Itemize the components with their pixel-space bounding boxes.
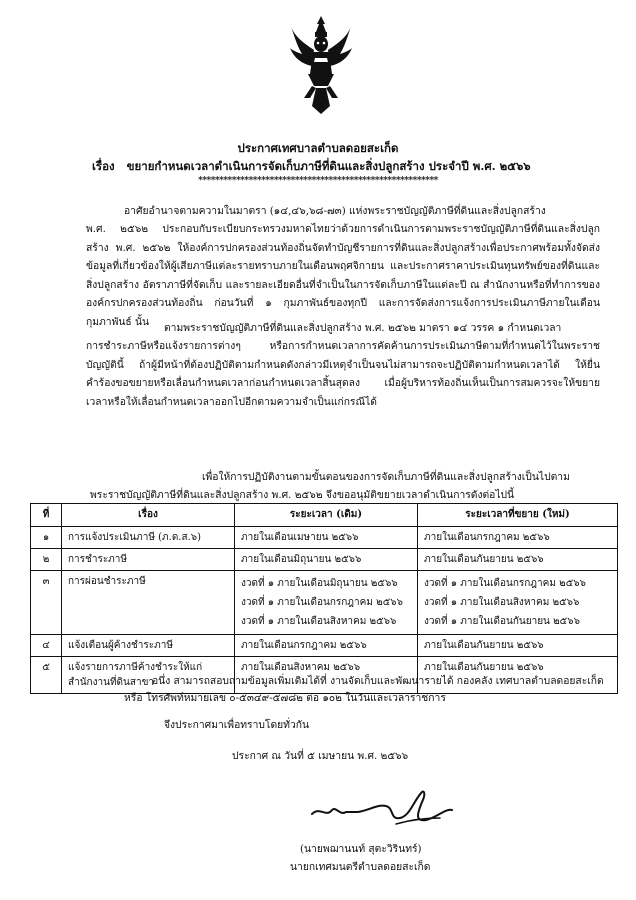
installment-new: งวดที่ ๑ ภายในเดือนสิงหาคม ๒๕๖๖ — [424, 597, 580, 608]
table-row — [31, 527, 618, 549]
header-item: เรื่อง — [62, 504, 235, 527]
garuda-emblem-icon — [288, 14, 354, 116]
announce-line: จึงประกาศมาเพื่อทราบโดยทั่วกัน — [164, 719, 310, 731]
schedule-table — [30, 503, 618, 694]
row-item: การผ่อนชำระภาษี — [62, 571, 235, 635]
row-no: ๒ — [31, 549, 62, 571]
row-old: ภายในเดือนเมษายน ๒๕๖๖ — [235, 527, 418, 549]
row-new: ภายในเดือนกรกฎาคม ๒๕๖๖ — [418, 527, 618, 549]
row-new: ภายในเดือนกันยายน ๒๕๖๖ — [418, 635, 618, 657]
row-item: การแจ้งประเมินภาษี (ภ.ด.ส.๖) — [62, 527, 235, 549]
header-old-period: ระยะเวลา (เดิม) — [235, 504, 418, 527]
signature-icon — [300, 780, 460, 830]
row-old: ภายในเดือนสิงหาคม ๒๕๖๖ — [235, 657, 418, 694]
table-row — [31, 571, 618, 635]
row-old: ภายในเดือนกรกฎาคม ๒๕๖๖ — [235, 635, 418, 657]
row-item: แจ้งเตือนผู้ค้างชำระภาษี — [62, 635, 235, 657]
row-no: ๔ — [31, 635, 62, 657]
signer-name: (นายพฌานนท์ สุตะวิรินทร์) — [300, 843, 422, 855]
contact-line-2: หรือ โทรศัพท์หมายเลข ๐-๕๓๔๙-๕๗๘๒ ต่อ ๑๐๒ ในวันและเวลาราชการ — [124, 692, 446, 704]
row-no: ๓ — [31, 571, 62, 635]
contact-line-1: อนึ่ง สามารถสอบถามข้อมูลเพิ่มเติมได้ที่ งานจัดเก็บและพัฒนารายได้ กองคลัง เทศบาลตำบลดอยสะเก็ด — [152, 675, 604, 687]
subject-line — [92, 158, 612, 176]
table-row — [31, 635, 618, 657]
separator-stars: ********************************************************* — [198, 176, 438, 186]
row-old — [235, 571, 418, 635]
row-item: แจ้งรายการภาษีค้างชำระให้แก่สำนักงานที่ดินสาขา — [62, 657, 235, 694]
paragraph-2-first-line: ตามพระราชบัญญัติภาษีที่ดินและสิ่งปลูกสร้าง พ.ศ. ๒๕๖๒ มาตรา ๑๔ วรรค ๑ กำหนดเวลา — [164, 322, 562, 334]
installment-old: งวดที่ ๑ ภายในเดือนสิงหาคม ๒๕๖๖ — [241, 616, 397, 627]
announce-date: ประกาศ ณ วันที่ ๕ เมษายน พ.ศ. ๒๕๖๖ — [232, 750, 409, 762]
row-new: ภายในเดือนกันยายน ๒๕๖๖ — [418, 657, 618, 694]
paragraph-2-body: การชำระภาษีหรือแจ้งรายการต่างๆ หรือการกำหนดเวลาการคัดค้านการประเมินภาษีตามที่กำหนดไว้ในพระราชบัญญัตินี้ ถ้าผู้มีหน้าที่ต้องปฏิบัติตามกำหนดดังกล่าวมีเหตุจำเป็นจนไม่สามารถจะปฏิบัติตามกำหนดเวลาได้ ให้ยื่นคำร้องขอขยายหรือเลื่อนกำหนดเวลาก่อนกำหนดเวลาสิ้นสุดลง เมื่อผู้บริหารท้องถิ่นเห็นเป็นการสมควรจะให้ขยายเวลาหรือให้เลื่อนกำหนดเวลาออกไปอีกตามความจำเป็นแก่กรณีได้ — [86, 340, 600, 408]
paragraph-1-first-line: อาศัยอำนาจตามความในมาตรา (๑๔,๔๖,๖๘-๗๓) แห่งพระราชบัญญัติภาษีที่ดินและสิ่งปลูกสร้าง — [124, 205, 546, 217]
row-no: ๑ — [31, 527, 62, 549]
paragraph-1-body: พ.ศ. ๒๕๖๒ ประกอบกับระเบียบกระทรวงมหาดไทยว่าด้วยการดำเนินการตามพระราชบัญญัติภาษีที่ดินและสิ่งปลูกสร้าง พ.ศ. ๒๕๖๒ ให้องค์การปกครองส่วนท้องถิ่นจัดทำบัญชีรายการที่ดินและสิ่งปลูกสร้างเพื่อประกาศพร้อมทั้งจัดส่งข้อมูลที่เกี่ยวข้องให้ผู้เสียภาษีแต่ละรายทราบภายในเดือนพฤศจิกายน และประกาศราคาประเมินทุนทรัพย์ของที่ดินและสิ่งปลูกสร้าง อัตราภาษีที่จัดเก็บ และรายละเอียดอื่นที่จำเป็นในการจัดเก็บภาษีในแต่ละปี ณ สำนักงานหรือที่ทำการขององค์กรปกครองส่วนท้องถิ่น ก่อนวันที่ ๑ กุมภาพันธ์ของทุกปี และการจัดส่งการแจ้งการประเมินภาษีภายในเดือนกุมภาพันธ์ นั้น — [86, 223, 600, 328]
table-header-row — [31, 504, 618, 527]
subject-text: ขยายกำหนดเวลาดำเนินการจัดเก็บภาษีที่ดินและสิ่งปลูกสร้าง ประจำปี พ.ศ. ๒๕๖๖ — [126, 159, 531, 173]
paragraph-3-first-line: เพื่อให้การปฏิบัติงานตามขั้นตอนของการจัดเก็บภาษีที่ดินและสิ่งปลูกสร้างเป็นไปตาม — [202, 471, 570, 483]
row-new — [418, 571, 618, 635]
installment-old: งวดที่ ๑ ภายในเดือนมิถุนายน ๒๕๖๖ — [241, 578, 398, 589]
installment-old: งวดที่ ๑ ภายในเดือนกรกฎาคม ๒๕๖๖ — [241, 597, 403, 608]
subject-label: เรื่อง — [92, 159, 115, 173]
row-new: ภายในเดือนกันยายน ๒๕๖๖ — [418, 549, 618, 571]
header-new-period: ระยะเวลาที่ขยาย (ใหม่) — [418, 504, 618, 527]
row-old: ภายในเดือนมิถุนายน ๒๕๖๖ — [235, 549, 418, 571]
row-no: ๕ — [31, 657, 62, 694]
table-row — [31, 549, 618, 571]
installment-new: งวดที่ ๑ ภายในเดือนกรกฎาคม ๒๕๖๖ — [424, 578, 586, 589]
paragraph-3-body: พระราชบัญญัติภาษีที่ดินและสิ่งปลูกสร้าง พ.ศ. ๒๕๖๒ จึงขออนุมัติขยายเวลาดำเนินการดังต่อไปนี้ — [90, 489, 515, 501]
header-no: ที่ — [31, 504, 62, 527]
installment-new: งวดที่ ๑ ภายในเดือนกันยายน ๒๕๖๖ — [424, 616, 580, 627]
signer-position: นายกเทศมนตรีตำบลดอยสะเก็ด — [290, 861, 431, 873]
organization-title: ประกาศเทศบาลตำบลดอยสะเก็ด — [237, 141, 399, 155]
row-item: การชำระภาษี — [62, 549, 235, 571]
